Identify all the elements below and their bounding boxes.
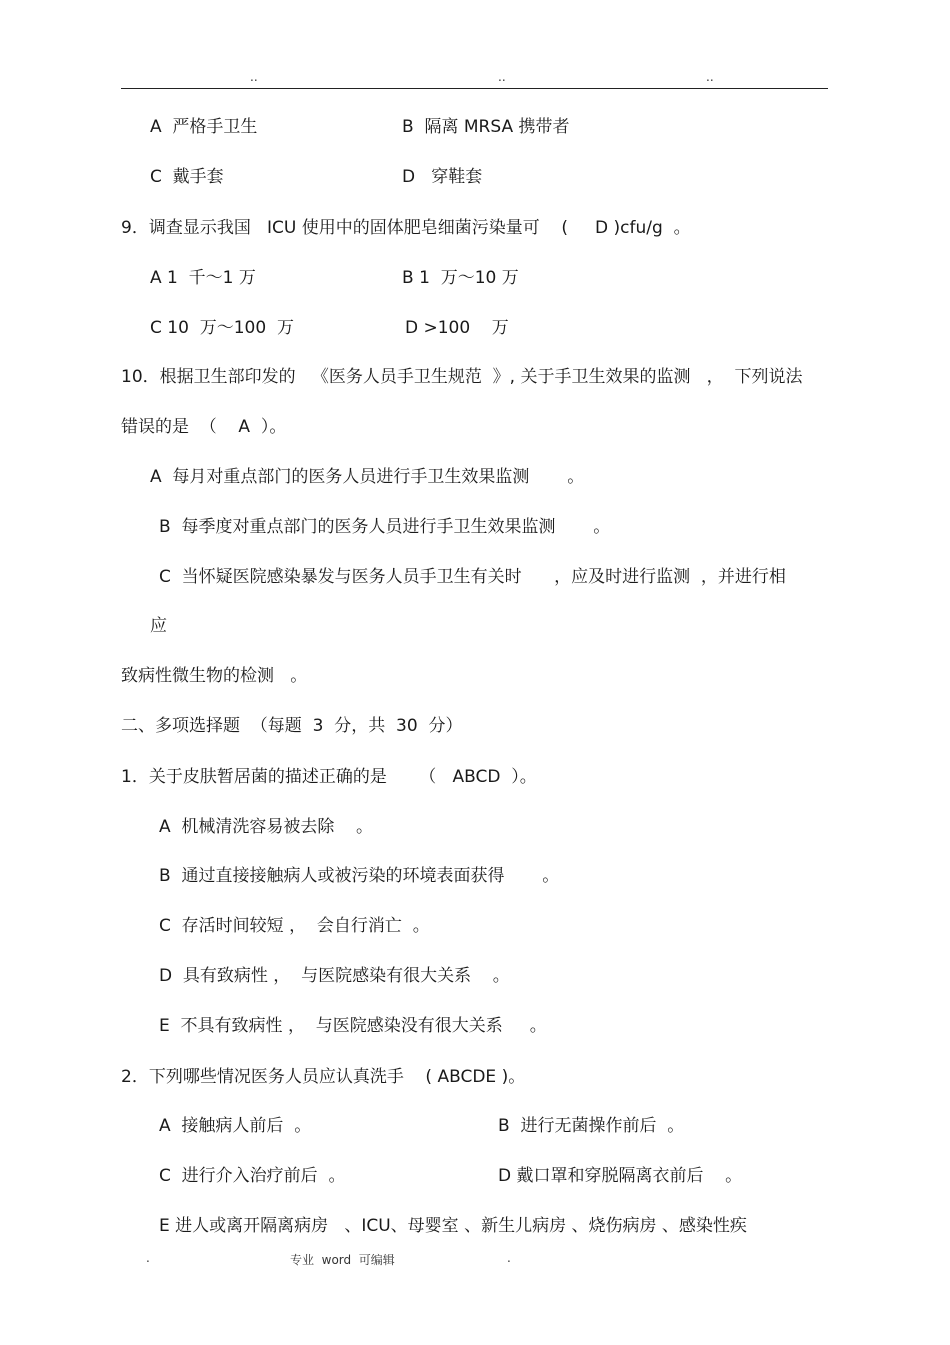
question-10-line1: 10．根据卫生部印发的 《医务人员手卫生规范 》, 关于手卫生效果的监测 ， 下列说法 — [121, 367, 803, 387]
q8-option-d: D 穿鞋套 — [402, 167, 483, 187]
mc1-option-a: A 机械清洗容易被去除 。 — [159, 817, 374, 837]
header-rule — [121, 88, 828, 89]
header-dots-right: .. — [706, 70, 714, 84]
footer-dot-left: . — [146, 1251, 150, 1265]
q10-option-c-line1: C 当怀疑医院感染暴发与医务人员手卫生有关时 ，应及时进行监测 ，并进行相 — [159, 567, 786, 587]
mc2-option-d: D 戴口罩和穿脱隔离衣前后 。 — [498, 1166, 743, 1186]
mc-question-1: 1．关于皮肤暂居菌的描述正确的是 （ ABCD ）。 — [121, 767, 537, 787]
q9-option-b: B 1 万～10 万 — [402, 268, 519, 288]
q9-option-d: D >100 万 — [405, 318, 509, 338]
section-2-heading: 二、多项选择题 （每题 3 分，共 30 分） — [121, 716, 463, 736]
footer-text: 专业 word 可编辑 — [290, 1253, 395, 1267]
header-dots-left: .. — [250, 70, 258, 84]
header-dots-center: .. — [498, 70, 506, 84]
mc1-option-e: E 不具有致病性 ， 与医院感染没有很大关系 。 — [159, 1016, 547, 1036]
mc2-option-b: B 进行无菌操作前后 。 — [498, 1116, 685, 1136]
q8-option-b: B 隔离 MRSA 携带者 — [402, 117, 570, 137]
q10-option-b: B 每季度对重点部门的医务人员进行手卫生效果监测 。 — [159, 517, 611, 537]
q10-option-c-line3: 致病性微生物的检测 。 — [121, 666, 308, 686]
q9-option-c: C 10 万～100 万 — [150, 318, 294, 338]
mc2-option-a: A 接触病人前后 。 — [159, 1116, 312, 1136]
q9-option-a: A 1 千～1 万 — [150, 268, 256, 288]
footer-dot-right: . — [507, 1251, 511, 1265]
q10-option-a: A 每月对重点部门的医务人员进行手卫生效果监测 。 — [150, 467, 585, 487]
mc1-option-d: D 具有致病性 ， 与医院感染有很大关系 。 — [159, 966, 510, 986]
mc2-option-c: C 进行介入治疗前后 。 — [159, 1166, 346, 1186]
mc2-option-e: E 进人或离开隔离病房 、ICU、母婴室 、新生儿病房 、烧伤病房 、感染性疾 — [159, 1216, 747, 1236]
q10-option-c-line2: 应 — [150, 616, 167, 636]
q8-option-c: C 戴手套 — [150, 167, 224, 187]
question-9: 9．调查显示我国 ICU 使用中的固体肥皂细菌污染量可 ( D )cfu/g 。 — [121, 218, 691, 238]
mc1-option-b: B 通过直接接触病人或被污染的环境表面获得 。 — [159, 866, 560, 886]
question-10-line2: 错误的是 （ A ）。 — [121, 417, 287, 437]
q8-option-a: A 严格手卫生 — [150, 117, 258, 137]
mc-question-2: 2．下列哪些情况医务人员应认真洗手 ( ABCDE )。 — [121, 1067, 526, 1087]
mc1-option-c: C 存活时间较短 ， 会自行消亡 。 — [159, 916, 430, 936]
